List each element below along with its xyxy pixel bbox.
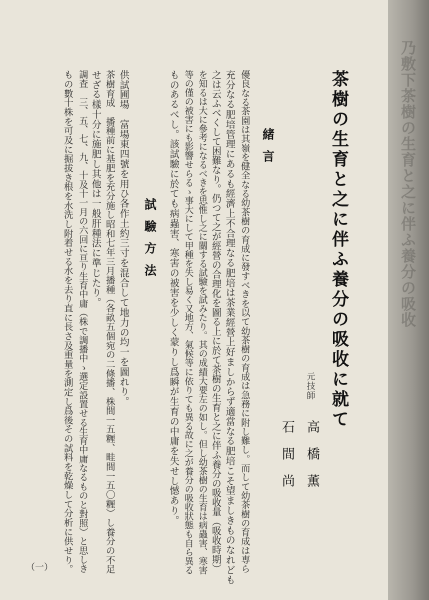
method-line: もの數十株を可及に掘拔き根を水洗し附着せる水を去り直に長さ及重量を測定し爲後その試料を乾燥して分析に供せり。 (61, 70, 73, 574)
method-line: せざる樣十分に施肥し其他は一般肝種法に準じたり。 (89, 70, 101, 308)
section-heading-intro: 緒言 (261, 128, 275, 172)
intro-line: 之は云ふべくして困難なり。仍つて之が經營の合理化を圖る上に於て茶樹の生育と之に伴ふ養分の吸收量（吸收時期） (209, 70, 221, 574)
intro-line: 等の僅の被害にも影響せらるゝ事大にして甲種を失し易く又地方、氣候等に依りても異る故に之が養分の吸收狀態も自ら異る (182, 70, 193, 575)
intro-line: ものあるべし。該試驗に於ても病蟲害、寒害の被害を少しく蒙りし爲瞬が生育の中庸を失せし憾あり。 (167, 70, 179, 526)
page-number: （一） (26, 563, 54, 573)
intro-line: を知るは大に參考になるべきを思惟し之に關する試驗を試みたり。其の成績大要左の如し。但し幼茶樹の生育は病蟲害、寒害 (196, 70, 207, 575)
method-line: 調査 三、五、七、九、十及十一月の六回に亘り生育中庸（株で調播中ゝ選定設置せる生育中庸なるものと對照）と思しき (76, 70, 87, 574)
method-line: 供試圃場 富場東四號を用ひ各作土約三寸を混合して地力の均一を圖れり。 (117, 70, 129, 407)
author-affiliation: 元技師 (305, 372, 315, 401)
article-title: 茶樹の生育と之に伴ふ養分の吸收に就て (328, 70, 348, 430)
method-line: 茶樹育成 播種前に基肥を充分施し昭和七年三月播種（各畝五個宛の二條播、株間一五糎、畦間一五〇糎）し養分の不足 (103, 70, 115, 574)
intro-line: 充分なる肥培管理にあるも經濟上不合理なる肥培は茶業經營上好ましからず適當なる肥培こそ望ましきものなれども (223, 70, 235, 585)
adjacent-page-text: 乃敷下茶樹の生育と之に伴ふ養分の吸收 (399, 40, 417, 328)
author-name-2: 石間尚 (279, 420, 294, 501)
section-heading-method: 試驗方法 (143, 198, 157, 286)
author-name-1: 高橋薫 (304, 420, 319, 501)
intro-line: 優良なる茶園は其嶺を健全なる幼茶樹の育成に發すべきを以て幼茶樹の育成は急務に附し難し。而して幼茶樹の育成は専ら (238, 70, 249, 574)
